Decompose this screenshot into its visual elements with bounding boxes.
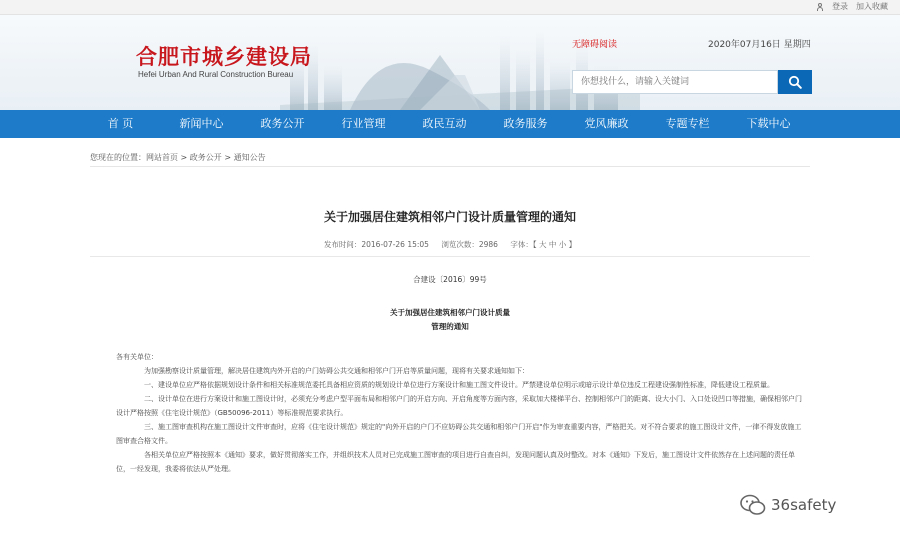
top-utility-bar <box>0 0 900 15</box>
breadcrumb-divider <box>90 166 810 167</box>
nav-item-news[interactable]: 新闻中心 <box>179 117 224 130</box>
accessible-reading-link[interactable]: 无障碍阅读 <box>572 40 618 50</box>
nav-item-industry[interactable]: 行业管理 <box>341 117 386 130</box>
font-size-switch[interactable]: 字体：【 大 中 小 】 <box>510 240 577 249</box>
watermark-text: 36safety <box>771 496 837 514</box>
date-text: 2020年07月16日 <box>708 40 781 50</box>
wechat-icon <box>740 494 766 516</box>
paragraph: 一、建设单位应严格依据规划设计条件和相关标准规范委托具备相应资质的规划设计单位进行方案设计和施工图文件设计。严禁建设单位明示或暗示设计单位违反工程建设强制性标准，降低建设工程质量。 <box>144 381 774 389</box>
city-skyline-image <box>280 15 640 110</box>
paragraph: 三、施工图审查机构在施工图设计文件审查时，应将《住宅设计规范》规定的"向外开启的户门不应妨碍公共交通和相邻户门开启"作为审查重要内容，严格把关。对不符合要求的施工图设计文件，一律不得发放施工图审查合格文件。 <box>116 423 802 445</box>
nav-item-downloads[interactable]: 下载中心 <box>746 117 791 130</box>
site-logo-title[interactable]: 合肥市城乡建设局 <box>136 44 312 69</box>
watermark <box>740 493 836 517</box>
user-icon <box>816 3 824 11</box>
topbar-links <box>816 0 888 14</box>
view-count: 浏览次数：2986 <box>441 240 498 249</box>
nav-item-gov-affairs[interactable]: 政务公开 <box>260 117 305 130</box>
search-button[interactable] <box>778 70 812 94</box>
current-date <box>708 37 811 50</box>
meta-divider <box>90 256 810 257</box>
login-link[interactable]: 登录 <box>832 2 848 11</box>
header-banner <box>0 15 900 110</box>
search-bar <box>572 70 812 94</box>
paragraph: 为加强勘察设计质量管理，解决居住建筑内外开启的户门妨碍公共交通和相邻户门开启等质量问题，现将有关要求通知如下： <box>144 367 529 375</box>
paragraph: 二、设计单位在进行方案设计和施工图设计时，必须充分考虑户型平面布局和相邻户门的开启方向、开启角度等方面内容，采取加大楼梯平台、控制相邻户门的距离、设大小门、入口处设凹口等措施，确保相邻户门设计严格按照《住宅设计规范》（GB50096-2011）等标准规范要求执行。 <box>116 395 802 417</box>
salutation: 各有关单位： <box>116 353 158 361</box>
article-meta <box>90 239 810 250</box>
search-icon <box>788 75 802 89</box>
nav-item-integrity[interactable]: 党风廉政 <box>584 117 629 130</box>
breadcrumb[interactable]: 您现在的位置：网站首页 > 政务公开 > 通知公告 <box>90 153 266 162</box>
nav-item-services[interactable]: 政务服务 <box>503 117 548 130</box>
search-input[interactable] <box>572 70 778 94</box>
nav-item-interaction[interactable]: 政民互动 <box>422 117 467 130</box>
weekday-text: 星期四 <box>783 40 811 50</box>
document-subtitle-line1: 关于加强居住建筑相邻户门设计质量 <box>390 308 510 317</box>
document-number: 合建设〔2016〕99号 <box>413 275 487 284</box>
article-body <box>116 350 806 476</box>
paragraph: 各相关单位应严格按照本《通知》要求，做好贯彻落实工作，并组织技术人员对已完成施工图审查的项目进行自查自纠，发现问题认真及时整改。对本《通知》下发后，施工图设计文件依然存在上述问题的责任单位，一经发现，我委将依法从严处理。 <box>116 451 795 473</box>
add-favorite-link[interactable]: 加入收藏 <box>856 2 888 11</box>
article-title: 关于加强居住建筑相邻户门设计质量管理的通知 <box>323 210 576 224</box>
site-logo-subtitle: Hefei Urban And Rural Construction Bureau <box>138 70 294 79</box>
article-content <box>90 170 810 545</box>
document-subtitle-line2: 管理的通知 <box>431 322 469 331</box>
nav-item-home[interactable]: 首 页 <box>107 117 134 130</box>
publish-time: 发布时间：2016-07-26 15:05 <box>323 240 429 249</box>
main-nav <box>0 110 900 138</box>
nav-item-topics[interactable]: 专题专栏 <box>665 117 710 130</box>
